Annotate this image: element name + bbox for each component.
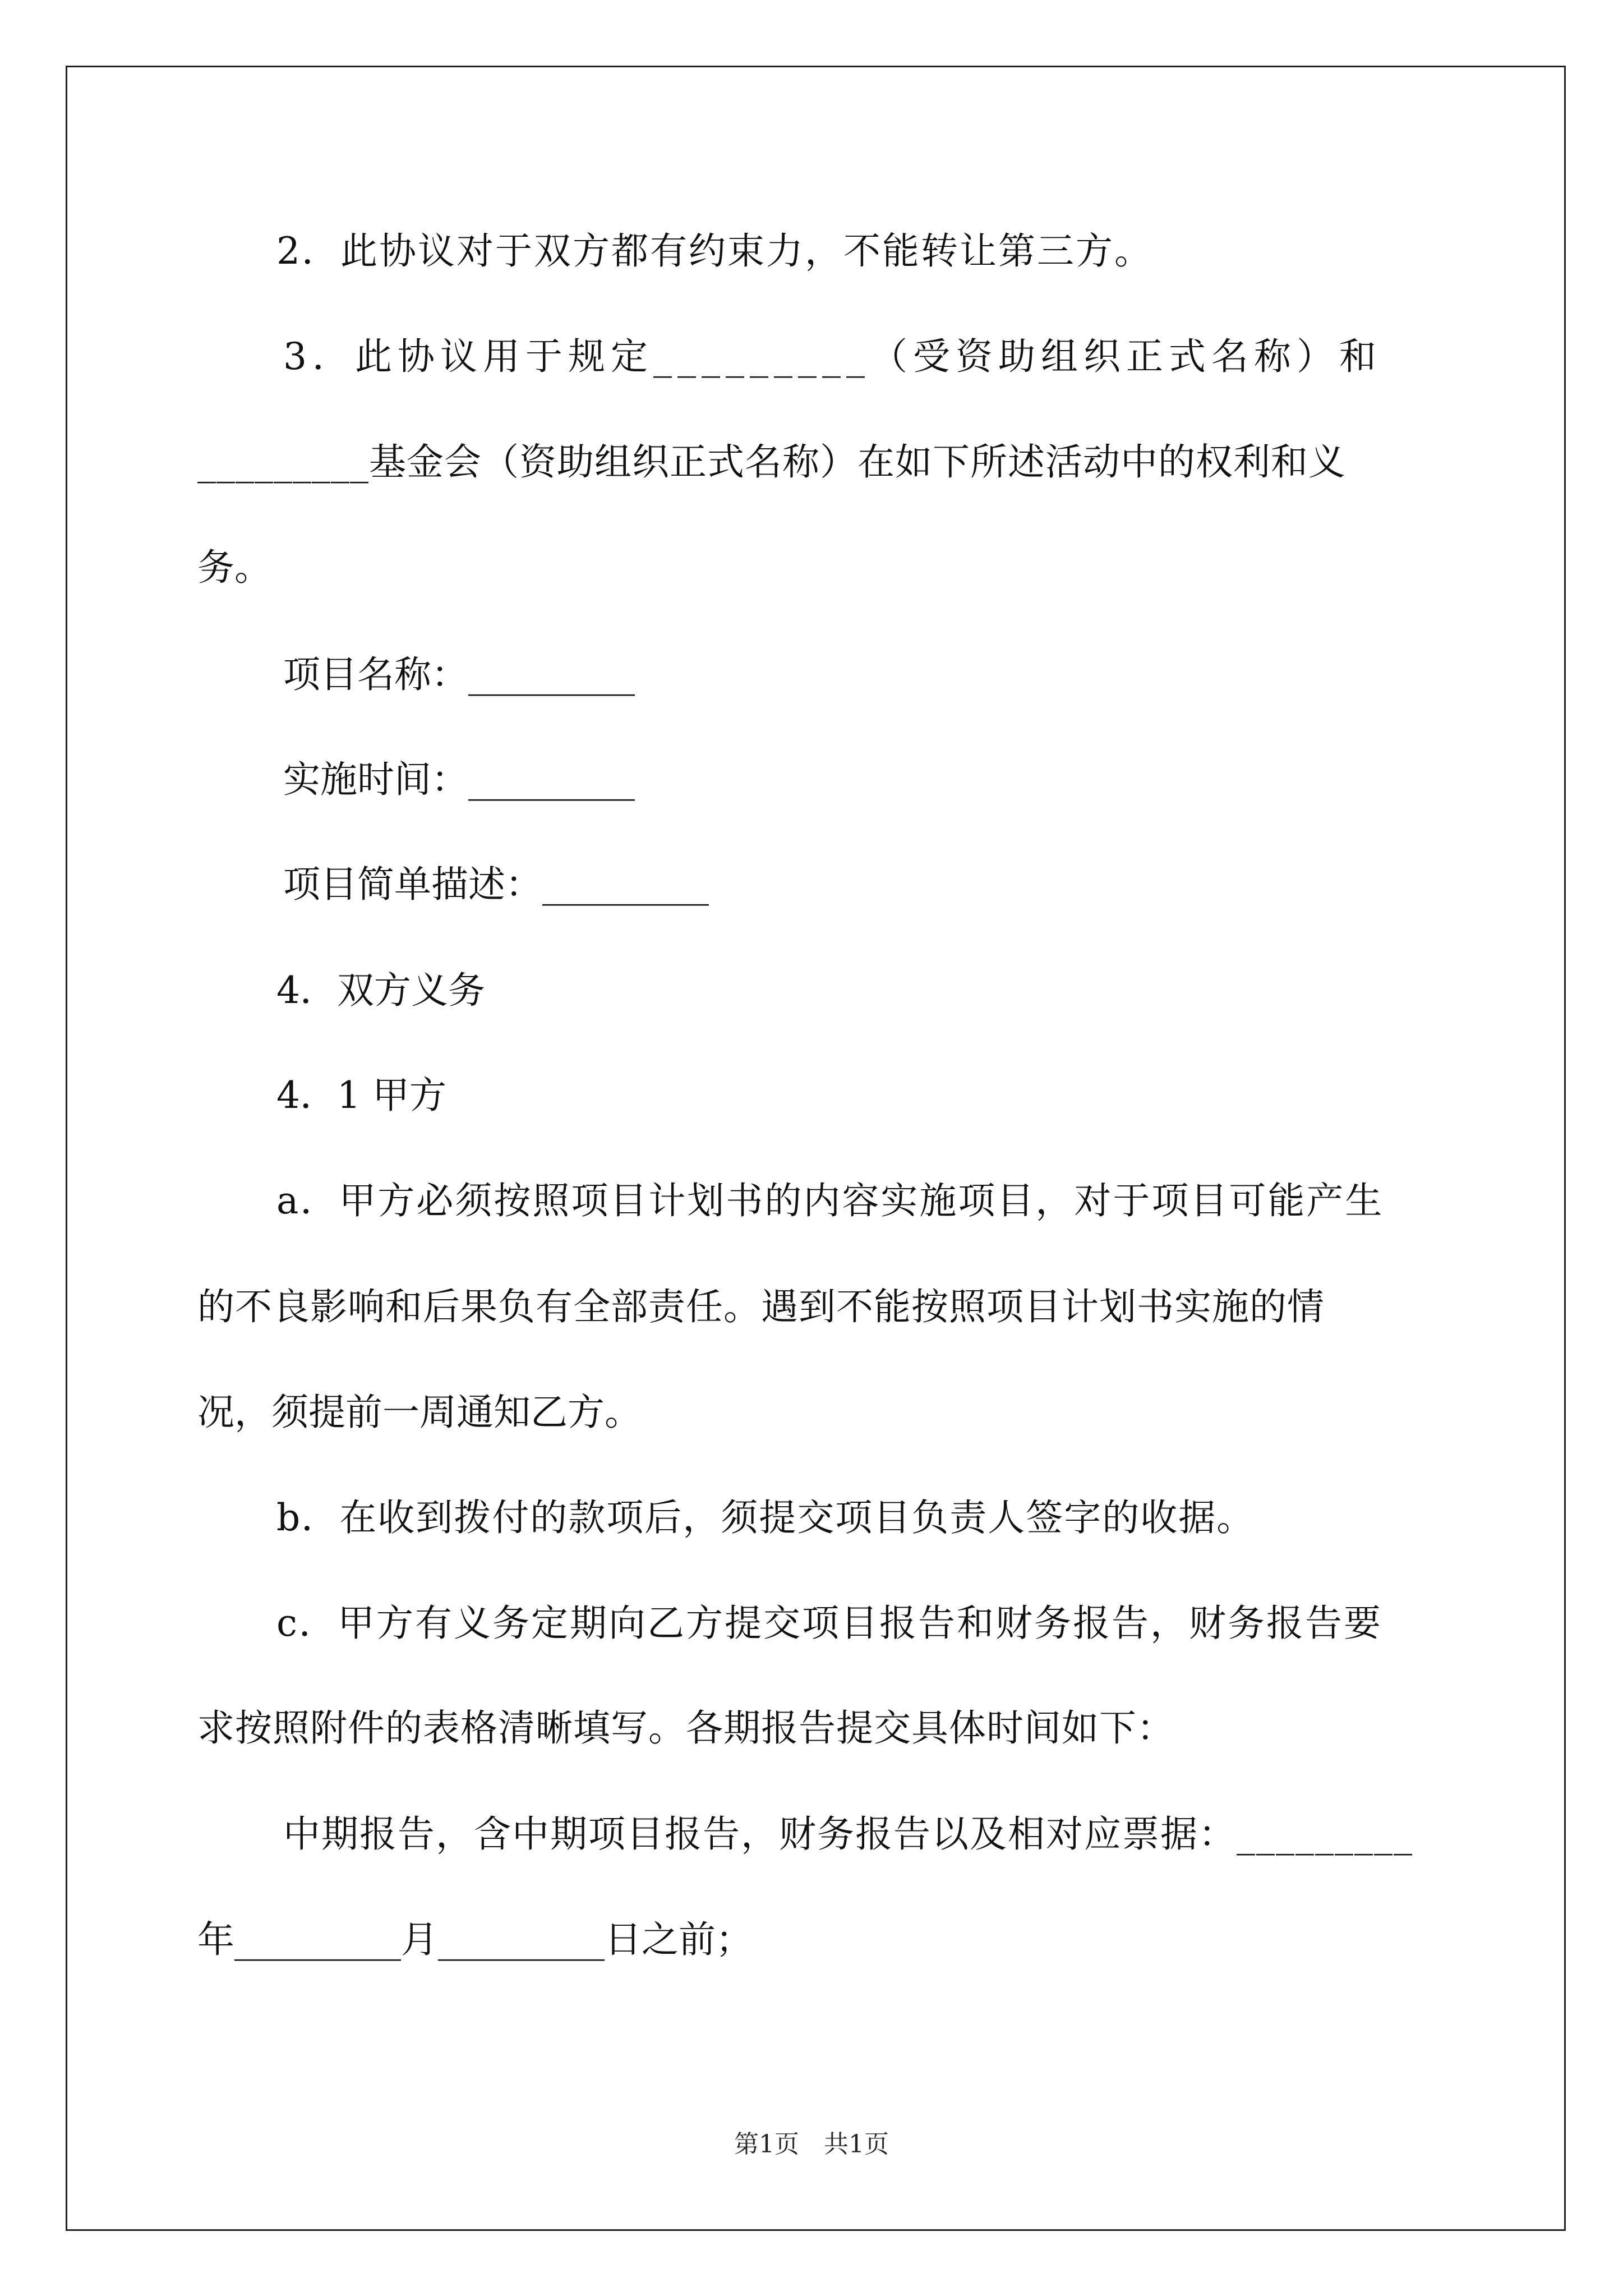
section-4-heading: 4．双方义务 — [276, 969, 485, 1012]
clause-3-line-2: _________基金会（资助组织正式名称）在如下所述活动中的权利和义 — [197, 440, 1346, 484]
clause-a-line-3: 况，须提前一周通知乙方。 — [197, 1391, 642, 1434]
interim-report-line-1: 中期报告，含中期项目报告，财务报告以及相对应票据：_________ — [283, 1812, 1413, 1856]
interim-report-line-2: 年_________月_________日之前； — [197, 1918, 753, 1961]
project-name-field: 项目名称：_________ — [283, 653, 635, 696]
clause-b: b．在收到拨付的款项后，须提交项目负责人签字的收据。 — [276, 1496, 1255, 1539]
clause-2: 2．此协议对于双方都有约束力，不能转让第三方。 — [276, 229, 1153, 273]
clause-c-line-1: c．甲方有义务定期向乙方提交项目报告和财务报告，财务报告要 — [276, 1602, 1382, 1645]
clause-3-line-1: 3．此协议用于规定_________（受资助组织正式名称）和 — [283, 335, 1382, 378]
section-4-1-heading: 4．1 甲方 — [276, 1074, 446, 1117]
page-number: 第1页 共1页 — [734, 2130, 889, 2159]
clause-a-line-2: 的不良影响和后果负有全部责任。遇到不能按照项目计划书实施的情 — [197, 1285, 1325, 1328]
project-description-field: 项目简单描述：_________ — [283, 863, 709, 906]
clause-3-line-3: 务。 — [197, 546, 271, 589]
clause-a-line-1: a．甲方必须按照项目计划书的内容实施项目，对于项目可能产生 — [276, 1179, 1384, 1222]
implementation-time-field: 实施时间：_________ — [283, 758, 635, 801]
clause-c-line-2: 求按照附件的表格清晰填写。各期报告提交具体时间如下： — [197, 1706, 1174, 1750]
page-border — [66, 66, 1566, 2231]
